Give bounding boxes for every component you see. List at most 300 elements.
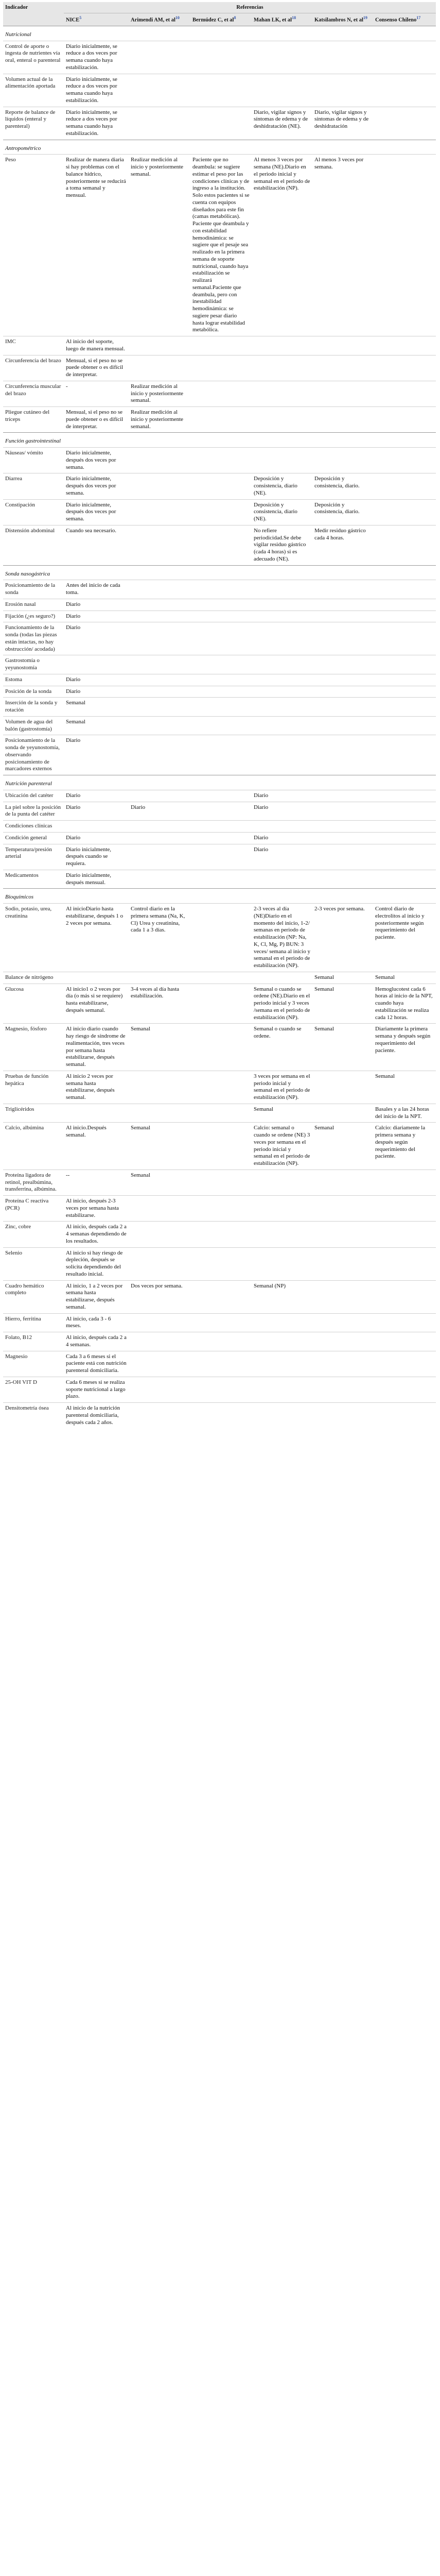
indicator-label: Inserción de la sonda y rotación bbox=[3, 698, 64, 717]
table-cell bbox=[373, 1313, 436, 1332]
table-cell bbox=[190, 41, 252, 74]
table-cell bbox=[64, 972, 129, 984]
indicator-label: Condiciones clínicas bbox=[3, 821, 64, 833]
table-cell: Deposición y consistencia, diario (NE). bbox=[252, 473, 312, 499]
table-cell bbox=[373, 499, 436, 525]
indicator-label: Densitometría ósea bbox=[3, 1403, 64, 1429]
table-cell bbox=[190, 473, 252, 499]
indicator-label: La piel sobre la posición de la punta del catéter bbox=[3, 802, 64, 821]
table-cell: Diario inicialmente, después dos veces por semana. bbox=[64, 499, 129, 525]
table-cell bbox=[190, 525, 252, 565]
table-cell: 2-3 veces al día (NE)Diario en el momento del inicio, 1-2/ semanas en periodo de estabilización (NP: Na, K, Cl, Mg, P) BUN: 3 veces/ semana al inicio y semanal en el periodo de estabilización (NP). bbox=[252, 904, 312, 972]
indicator-label: Distensión abdominal bbox=[3, 525, 64, 565]
indicator-label: Náuseas/ vómito bbox=[3, 448, 64, 473]
table-cell bbox=[129, 1104, 190, 1123]
table-cell bbox=[129, 844, 190, 870]
table-cell bbox=[190, 972, 252, 984]
table-cell bbox=[373, 622, 436, 655]
table-cell bbox=[190, 1377, 252, 1402]
table-cell: Diario bbox=[252, 790, 312, 802]
table-cell bbox=[129, 448, 190, 473]
table-row bbox=[3, 698, 436, 717]
table-cell: Al inicio 2 veces por semana hasta estabilizarse, después semanal. bbox=[64, 1071, 129, 1104]
indicator-label: Folato, B12 bbox=[3, 1332, 64, 1351]
table-cell bbox=[129, 674, 190, 686]
table-cell: Deposición y consistencia, diario. bbox=[312, 499, 373, 525]
table-row bbox=[3, 107, 436, 140]
table-cell: Deposición y consistencia, diario (NE). bbox=[252, 499, 312, 525]
table-cell bbox=[252, 821, 312, 833]
table-cell bbox=[373, 1351, 436, 1377]
table-cell: Al inicio, cada 3 - 6 meses. bbox=[64, 1313, 129, 1332]
indicator-label: Circunferencia del brazo bbox=[3, 355, 64, 381]
table-cell: 3-4 veces al día hasta estabilización. bbox=[129, 984, 190, 1024]
table-cell bbox=[373, 1170, 436, 1195]
table-row bbox=[3, 336, 436, 355]
table-row bbox=[3, 790, 436, 802]
table-cell bbox=[252, 407, 312, 433]
section-row bbox=[3, 565, 436, 580]
indicator-label: IMC bbox=[3, 336, 64, 355]
table-cell bbox=[312, 448, 373, 473]
table-cell bbox=[312, 74, 373, 107]
table-cell bbox=[252, 622, 312, 655]
table-cell: Diario bbox=[129, 802, 190, 821]
table-row bbox=[3, 599, 436, 611]
table-cell bbox=[373, 1403, 436, 1429]
indicator-label: Fijación (¿es seguro?) bbox=[3, 611, 64, 622]
table-cell bbox=[190, 1247, 252, 1280]
table-cell bbox=[190, 622, 252, 655]
table-row bbox=[3, 448, 436, 473]
table-cell bbox=[190, 904, 252, 972]
table-cell bbox=[373, 1332, 436, 1351]
indicator-label: Posicionamiento de la sonda de yeyunostomía, observando posicionamiento de marcadores externos bbox=[3, 735, 64, 775]
table-cell bbox=[190, 407, 252, 433]
table-cell: Diario, vigilar signos y síntomas de edema y de deshidratación (NE). bbox=[252, 107, 312, 140]
table-row bbox=[3, 655, 436, 674]
table-row bbox=[3, 1351, 436, 1377]
indicator-label: Magnesio bbox=[3, 1351, 64, 1377]
table-row bbox=[3, 1403, 436, 1429]
indicator-label: Proteína ligadora de retinol, prealbúmina, transferrina, albúmina. bbox=[3, 1170, 64, 1195]
table-cell bbox=[129, 1071, 190, 1104]
table-row bbox=[3, 1123, 436, 1170]
table-cell bbox=[373, 1247, 436, 1280]
table-cell: Realizar medición al inicio y posteriormente semanal. bbox=[129, 155, 190, 336]
table-cell bbox=[190, 611, 252, 622]
table-cell bbox=[252, 1222, 312, 1247]
table-cell bbox=[190, 821, 252, 833]
table-cell bbox=[190, 499, 252, 525]
table-cell: Basales y a las 24 horas del inicio de la NPT. bbox=[373, 1104, 436, 1123]
table-row bbox=[3, 381, 436, 406]
table-cell: Diario bbox=[64, 674, 129, 686]
table-cell: Diario bbox=[64, 735, 129, 775]
table-cell bbox=[252, 1196, 312, 1222]
table-cell bbox=[373, 790, 436, 802]
table-cell bbox=[129, 1332, 190, 1351]
indicator-label: Reporte de balance de líquidos (enteral y parenteral) bbox=[3, 107, 64, 140]
table-cell: Diario inicialmente, después cuando se requiera. bbox=[64, 844, 129, 870]
reference-header-1 bbox=[129, 13, 190, 26]
table-cell bbox=[129, 525, 190, 565]
table-row bbox=[3, 611, 436, 622]
table-cell: Semanal bbox=[312, 984, 373, 1024]
table-cell: Control diario en la primera semana (Na, K, Cl) Urea y creatinina, cada 1 a 3 días. bbox=[129, 904, 190, 972]
table-cell: Realizar medición al inicio y posteriormente semanal. bbox=[129, 381, 190, 406]
indicator-label: Circunferencia muscular del brazo bbox=[3, 381, 64, 406]
table-row bbox=[3, 41, 436, 74]
reference-citation-link[interactable]: 5 bbox=[79, 15, 82, 21]
table-cell bbox=[312, 1170, 373, 1195]
table-cell bbox=[190, 735, 252, 775]
section-title: Nutricional bbox=[3, 26, 436, 41]
table-cell: Antes del inicio de cada toma. bbox=[64, 580, 129, 599]
indicator-label: Ubicación del catéter bbox=[3, 790, 64, 802]
table-cell bbox=[312, 1313, 373, 1332]
table-cell bbox=[129, 599, 190, 611]
table-cell bbox=[190, 686, 252, 698]
table-cell bbox=[190, 1104, 252, 1123]
section-row bbox=[3, 26, 436, 41]
table-cell bbox=[129, 611, 190, 622]
reference-name: Mahan LK, et al bbox=[254, 17, 292, 23]
table-row bbox=[3, 1377, 436, 1402]
indicator-label: Condición general bbox=[3, 832, 64, 844]
table-cell bbox=[373, 473, 436, 499]
table-cell: Realizar medición al inicio y posteriormente semanal. bbox=[129, 407, 190, 433]
table-cell: Semanal bbox=[129, 1170, 190, 1195]
table-row bbox=[3, 1024, 436, 1071]
table-cell: Al inicio de la nutrición parenteral domiciliaria, después cada 2 años. bbox=[64, 1403, 129, 1429]
table-cell bbox=[252, 1332, 312, 1351]
table-cell bbox=[373, 41, 436, 74]
table-cell: 3 veces por semana en el periodo inicial y semanal en el periodo de estabilización (NP). bbox=[252, 1071, 312, 1104]
table-cell: Diario inicialmente, se reduce a dos veces por semana cuando haya estabilización. bbox=[64, 41, 129, 74]
indicator-label: 25-OH VIT D bbox=[3, 1377, 64, 1402]
table-cell bbox=[312, 336, 373, 355]
table-cell bbox=[190, 1071, 252, 1104]
table-cell bbox=[252, 1313, 312, 1332]
table-cell bbox=[312, 1280, 373, 1313]
table-cell: Al menos 3 veces por semana (NE).Diario en el periodo inicial y semanal en el periodo de estabilización (NP). bbox=[252, 155, 312, 336]
table-cell bbox=[252, 41, 312, 74]
table-cell bbox=[312, 686, 373, 698]
table-row bbox=[3, 1196, 436, 1222]
table-cell bbox=[312, 870, 373, 889]
table-cell bbox=[373, 580, 436, 599]
table-cell: Hemoglucotest cada 6 horas al inicio de la NPT, cuando haya estabilización se realiza cada 12 horas. bbox=[373, 984, 436, 1024]
table-cell bbox=[252, 74, 312, 107]
table-cell bbox=[129, 821, 190, 833]
table-row bbox=[3, 525, 436, 565]
table-cell bbox=[64, 655, 129, 674]
indicator-label: Pruebas de función hepática bbox=[3, 1071, 64, 1104]
table-cell bbox=[252, 611, 312, 622]
table-cell bbox=[373, 407, 436, 433]
table-cell bbox=[190, 1313, 252, 1332]
table-cell: Control diario de electrolitos al inicio y posteriormente según requerimiento del paciente. bbox=[373, 904, 436, 972]
table-cell: Semanal bbox=[373, 1071, 436, 1104]
table-row bbox=[3, 1170, 436, 1195]
table-cell bbox=[373, 655, 436, 674]
table-cell bbox=[129, 580, 190, 599]
table-cell bbox=[252, 448, 312, 473]
table-cell: Semanal bbox=[312, 972, 373, 984]
reference-header-3 bbox=[252, 13, 312, 26]
table-cell bbox=[373, 611, 436, 622]
table-cell: Al inicio del soporte, luego de manera mensual. bbox=[64, 336, 129, 355]
table-cell: Semanal bbox=[373, 972, 436, 984]
table-cell bbox=[129, 735, 190, 775]
indicator-label: Posicionamiento de la sonda bbox=[3, 580, 64, 599]
table-cell bbox=[129, 1403, 190, 1429]
table-cell bbox=[190, 1196, 252, 1222]
table-cell bbox=[190, 716, 252, 735]
table-cell bbox=[190, 1280, 252, 1313]
table-cell bbox=[373, 381, 436, 406]
section-title: Antropométrico bbox=[3, 140, 436, 155]
table-cell: -- bbox=[64, 1170, 129, 1195]
indicator-header: Indicador bbox=[3, 2, 64, 26]
table-cell bbox=[312, 599, 373, 611]
table-cell bbox=[312, 580, 373, 599]
table-cell: 2-3 veces por semana. bbox=[312, 904, 373, 972]
table-cell: Dos veces por semana. bbox=[129, 1280, 190, 1313]
section-title: Función gastrointestinal bbox=[3, 433, 436, 448]
table-cell bbox=[312, 1247, 373, 1280]
reference-header-2 bbox=[190, 13, 252, 26]
table-row bbox=[3, 686, 436, 698]
reference-citation-link[interactable]: 18 bbox=[292, 15, 296, 21]
table-cell: Diario bbox=[64, 686, 129, 698]
reference-name: Consenso Chileno bbox=[375, 17, 417, 23]
table-cell: Realizar de manera diaria si hay problemas con el balance hídrico, posteriormente se reducirá a toma semanal y mensual. bbox=[64, 155, 129, 336]
table-cell bbox=[129, 622, 190, 655]
table-cell bbox=[252, 1377, 312, 1402]
table-cell bbox=[252, 972, 312, 984]
indicator-label: Sodio, potasio, urea, creatinina bbox=[3, 904, 64, 972]
table-cell bbox=[312, 674, 373, 686]
table-body bbox=[3, 26, 436, 1428]
reference-name: Arimendi AM, et al bbox=[131, 17, 175, 23]
reference-citation-link[interactable]: 8 bbox=[234, 15, 236, 21]
table-cell bbox=[312, 716, 373, 735]
table-cell: Semanal bbox=[64, 698, 129, 717]
reference-name: Bermúdez C, et al bbox=[192, 17, 234, 23]
indicator-label: Triglicéridos bbox=[3, 1104, 64, 1123]
table-cell bbox=[129, 355, 190, 381]
table-cell bbox=[129, 74, 190, 107]
table-cell: Semanal bbox=[129, 1024, 190, 1071]
table-cell bbox=[190, 381, 252, 406]
table-cell bbox=[373, 821, 436, 833]
table-cell: Cada 6 meses si se realiza soporte nutricional a largo plazo. bbox=[64, 1377, 129, 1402]
table-cell bbox=[312, 355, 373, 381]
table-cell: Diario bbox=[64, 832, 129, 844]
table-cell bbox=[373, 107, 436, 140]
table-cell: Diario, vigilar signos y síntomas de edema y de deshidratación bbox=[312, 107, 373, 140]
table-cell bbox=[190, 448, 252, 473]
table-cell bbox=[190, 1024, 252, 1071]
reference-header-0 bbox=[64, 13, 129, 26]
table-cell bbox=[190, 336, 252, 355]
table-cell bbox=[129, 336, 190, 355]
table-cell bbox=[129, 1313, 190, 1332]
table-cell: Al inicioDiario hasta estabilizarse, después 1 o 2 veces por semana. bbox=[64, 904, 129, 972]
table-cell bbox=[190, 1222, 252, 1247]
indicator-label: Zinc, cobre bbox=[3, 1222, 64, 1247]
reference-citation-link[interactable]: 19 bbox=[363, 15, 367, 21]
table-cell bbox=[190, 107, 252, 140]
table-cell: No refiere periodicidad.Se debe vigilar residuo gástrico (cada 4 horas) si es adecuado (NE). bbox=[252, 525, 312, 565]
indicator-label: Temperatura/presión arterial bbox=[3, 844, 64, 870]
table-row bbox=[3, 904, 436, 972]
table-cell bbox=[312, 1071, 373, 1104]
table-cell bbox=[64, 821, 129, 833]
table-row bbox=[3, 1280, 436, 1313]
table-cell bbox=[312, 407, 373, 433]
table-cell bbox=[252, 1403, 312, 1429]
table-row bbox=[3, 407, 436, 433]
table-cell: Al inicio diario cuando hay riesgo de síndrome de realimentación, tres veces por semana hasta estabilizarse, después semanal. bbox=[64, 1024, 129, 1071]
table-cell: Diario inicialmente, después dos veces por semana. bbox=[64, 473, 129, 499]
table-cell bbox=[373, 1280, 436, 1313]
table-row bbox=[3, 355, 436, 381]
table-cell bbox=[252, 686, 312, 698]
table-cell bbox=[190, 674, 252, 686]
table-cell bbox=[252, 599, 312, 611]
table-cell bbox=[190, 790, 252, 802]
indicator-label: Volumen actual de la alimentación aportada bbox=[3, 74, 64, 107]
indicator-label: Control de aporte o ingesta de nutrientes vía oral, enteral o parenteral bbox=[3, 41, 64, 74]
table-cell bbox=[312, 611, 373, 622]
indicator-label: Volumen de agua del balón (gastrostomía) bbox=[3, 716, 64, 735]
table-cell bbox=[129, 870, 190, 889]
table-cell: Semanal o cuando se ordene. bbox=[252, 1024, 312, 1071]
table-row bbox=[3, 821, 436, 833]
table-cell bbox=[312, 832, 373, 844]
table-cell bbox=[312, 844, 373, 870]
table-cell bbox=[373, 355, 436, 381]
table-cell bbox=[129, 473, 190, 499]
table-cell bbox=[252, 355, 312, 381]
table-cell bbox=[129, 1377, 190, 1402]
table-cell bbox=[252, 698, 312, 717]
table-cell bbox=[190, 655, 252, 674]
table-row bbox=[3, 716, 436, 735]
table-cell bbox=[373, 525, 436, 565]
reference-name: NICE bbox=[66, 17, 80, 23]
table-cell bbox=[373, 599, 436, 611]
table-cell bbox=[129, 1196, 190, 1222]
table-cell bbox=[190, 580, 252, 599]
table-cell bbox=[129, 1247, 190, 1280]
table-cell bbox=[190, 870, 252, 889]
references-header: Referencias bbox=[64, 2, 436, 13]
table-cell bbox=[373, 698, 436, 717]
table-cell: Semanal (NP) bbox=[252, 1280, 312, 1313]
table-cell bbox=[252, 674, 312, 686]
table-cell bbox=[129, 499, 190, 525]
table-row bbox=[3, 1071, 436, 1104]
table-cell bbox=[373, 832, 436, 844]
table-cell bbox=[373, 336, 436, 355]
table-row bbox=[3, 802, 436, 821]
reference-citation-link[interactable]: 17 bbox=[416, 15, 421, 21]
table-cell bbox=[252, 1247, 312, 1280]
table-cell bbox=[312, 655, 373, 674]
table-cell: Diario inicialmente, se reduce a dos veces por semana cuando haya estabilización. bbox=[64, 74, 129, 107]
table-cell bbox=[129, 686, 190, 698]
table-cell: Al inicio, 1 a 2 veces por semana hasta estabilizarse, después semanal. bbox=[64, 1280, 129, 1313]
table-cell bbox=[312, 622, 373, 655]
table-cell bbox=[190, 1332, 252, 1351]
table-cell bbox=[312, 735, 373, 775]
table-cell bbox=[129, 1351, 190, 1377]
indicator-label: Glucosa bbox=[3, 984, 64, 1024]
table-cell bbox=[252, 381, 312, 406]
indicator-label: Hierro, ferritina bbox=[3, 1313, 64, 1332]
table-cell: Paciente que no deambula: se sugiere estimar el peso por las condiciones clínicas y de ingreso a la institución. Solo estos pacientes si se cuenta con equipos diseñados para este fin (camas metabólicas). Paciente que deambula y con estabilidad hemodinámica: se sugiere que el pesaje sea realizado en la primera semana de soporte nutricional, cuando haya estabilización se realizará semanal.Paciente que deambula, pero con inestabilidad hemodinámica: se sugiere pesar diario hasta lograr estabilidad metabólica. bbox=[190, 155, 252, 336]
table-cell bbox=[129, 972, 190, 984]
indicator-label: Pliegue cutáneo del tríceps bbox=[3, 407, 64, 433]
table-row bbox=[3, 473, 436, 499]
indicator-label: Erosión nasal bbox=[3, 599, 64, 611]
table-cell bbox=[64, 1104, 129, 1123]
monitoring-table bbox=[3, 2, 436, 1428]
table-cell: Calcio: diariamente la primera semana y después según requerimiento del paciente. bbox=[373, 1123, 436, 1170]
indicator-label: Posición de la sonda bbox=[3, 686, 64, 698]
table-cell bbox=[312, 802, 373, 821]
section-row bbox=[3, 140, 436, 155]
table-cell bbox=[190, 984, 252, 1024]
indicator-label: Balance de nitrógeno bbox=[3, 972, 64, 984]
reference-citation-link[interactable]: 10 bbox=[175, 15, 180, 21]
table-row bbox=[3, 1313, 436, 1332]
table-cell bbox=[190, 844, 252, 870]
table-row bbox=[3, 622, 436, 655]
table-cell bbox=[373, 802, 436, 821]
table-cell bbox=[190, 355, 252, 381]
table-row bbox=[3, 832, 436, 844]
table-cell bbox=[190, 599, 252, 611]
table-cell bbox=[312, 1332, 373, 1351]
table-row bbox=[3, 870, 436, 889]
table-cell bbox=[252, 870, 312, 889]
table-cell: Al inicio, después 2-3 veces por semana hasta estabilizarse. bbox=[64, 1196, 129, 1222]
table-cell: Diario inicialmente, después mensual. bbox=[64, 870, 129, 889]
table-cell bbox=[129, 1222, 190, 1247]
table-cell bbox=[252, 655, 312, 674]
table-cell: Semanal bbox=[312, 1024, 373, 1071]
table-cell bbox=[312, 821, 373, 833]
table-cell bbox=[373, 1377, 436, 1402]
table-row bbox=[3, 580, 436, 599]
table-cell bbox=[252, 735, 312, 775]
table-cell: Mensual, si el peso no se puede obtener o es difícil de interpretar. bbox=[64, 407, 129, 433]
table-cell: Diario bbox=[64, 622, 129, 655]
table-cell: Diario bbox=[252, 802, 312, 821]
table-cell: Semanal bbox=[129, 1123, 190, 1170]
table-cell: Cuando sea necesario. bbox=[64, 525, 129, 565]
table-cell: Diario inicialmente, después dos veces por semana. bbox=[64, 448, 129, 473]
table-cell: Semanal o cuando se ordene (NE).Diario en el periodo inicial y 3 veces /semana en el periodo de estabilización (NP). bbox=[252, 984, 312, 1024]
table-cell bbox=[190, 1351, 252, 1377]
table-cell bbox=[373, 686, 436, 698]
table-cell: Diario bbox=[64, 599, 129, 611]
